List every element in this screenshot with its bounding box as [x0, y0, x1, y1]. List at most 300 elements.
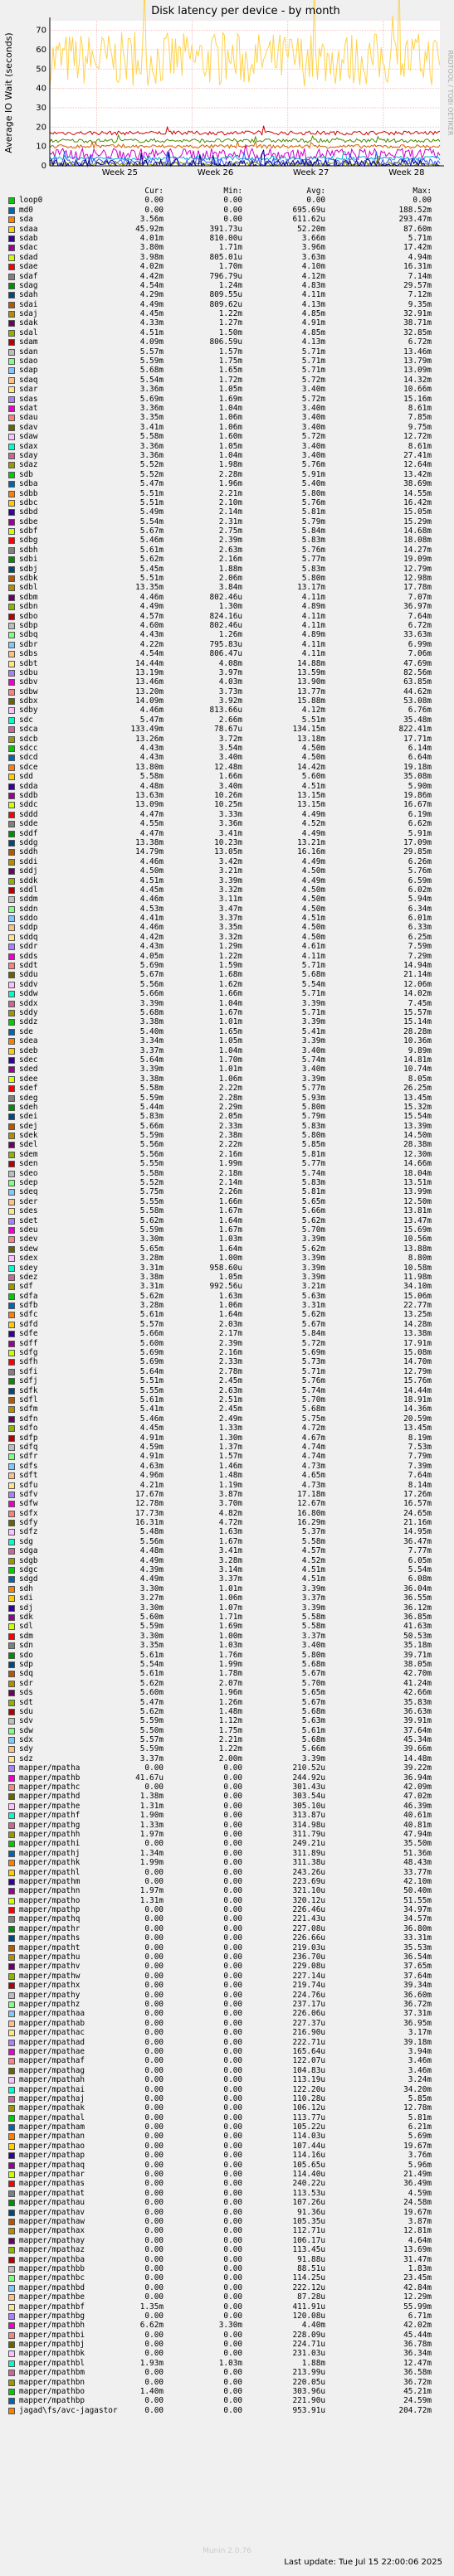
legend-row — [8, 366, 448, 375]
legend-row — [8, 1187, 448, 1196]
legend-swatch — [8, 1293, 15, 1300]
legend-min-value: 2.03m — [218, 1319, 242, 1329]
legend-cur-value: 4.29m — [139, 290, 164, 300]
legend-min-value: 1.64m — [218, 1310, 242, 1320]
legend-cur-value: 4.46m — [139, 895, 164, 905]
legend-device-name: mapper/mpathbg — [19, 2311, 85, 2321]
legend-avg-value: 16.80m — [297, 1508, 325, 1518]
legend-swatch — [8, 405, 15, 412]
legend-row — [8, 281, 448, 290]
legend-device-name: sdau — [19, 413, 38, 423]
legend-device-name: sdei — [19, 1112, 38, 1122]
legend-row — [8, 574, 448, 583]
legend-device-name: sdfb — [19, 1301, 38, 1311]
legend-max-value: 36.58m — [403, 2368, 432, 2378]
legend-row — [8, 895, 448, 904]
legend-row — [8, 1763, 448, 1773]
legend-row — [8, 196, 448, 205]
legend-device-name: sdcd — [19, 753, 38, 763]
legend-cur-value: 5.50m — [139, 1725, 164, 1735]
legend-avg-value: 4.50m — [301, 895, 325, 905]
legend-max-value: 10.56m — [403, 1235, 432, 1244]
legend-row — [8, 744, 448, 753]
legend-row — [8, 1849, 448, 1858]
legend-max-value: 7.79m — [408, 1452, 432, 1462]
legend-swatch — [8, 2313, 15, 2320]
legend-cur-value: 5.62m — [139, 1706, 164, 1716]
legend-min-value: 2.28m — [218, 1093, 242, 1103]
legend-min-value: 12.48m — [214, 762, 242, 772]
legend-min-value: 1.04m — [218, 1045, 242, 1055]
legend-max-value: 3.87m — [408, 2216, 432, 2226]
legend-max-value: 41.24m — [403, 1678, 432, 1688]
legend-max-value: 16.31m — [403, 262, 432, 272]
legend-cur-value: 0.00 — [144, 1867, 164, 1877]
legend-avg-value: 5.68m — [301, 1404, 325, 1414]
legend-max-value: 6.72m — [408, 337, 432, 347]
legend-min-value: 2.75m — [218, 526, 242, 536]
legend-swatch — [8, 415, 15, 421]
legend-device-name: loop0 — [19, 196, 43, 206]
legend-max-value: 36.47m — [403, 1536, 432, 1546]
legend-device-name: mapper/mpathu — [19, 1953, 81, 1962]
legend-device-name: sdfz — [19, 1527, 38, 1537]
legend-swatch — [8, 754, 15, 761]
last-update: Last update: Tue Jul 15 22:00:06 2025 — [284, 2558, 442, 2567]
legend-max-value: 12.79m — [403, 564, 432, 574]
legend-max-value: 14.44m — [403, 1385, 432, 1395]
legend-min-value: 2.29m — [218, 1102, 242, 1112]
legend-row — [8, 1367, 448, 1376]
legend-max-value: 13.46m — [403, 347, 432, 357]
legend-max-value: 47.94m — [403, 1829, 432, 1839]
legend-row — [8, 2245, 448, 2254]
legend-row — [8, 1622, 448, 1631]
legend-cur-value: 4.43m — [139, 744, 164, 754]
legend-row — [8, 866, 448, 876]
legend-device-name: sdbd — [19, 507, 38, 517]
legend-row — [8, 706, 448, 715]
legend-cur-value: 5.58m — [139, 1168, 164, 1178]
legend-max-value: 36.54m — [403, 1953, 432, 1962]
legend-swatch — [8, 2266, 15, 2273]
legend-min-value: 1.01m — [218, 1017, 242, 1027]
x-tick-label: Week 28 — [388, 168, 425, 177]
legend-swatch — [8, 1737, 15, 1744]
legend-avg-value: 5.83m — [301, 1121, 325, 1131]
legend-device-name: sddb — [19, 791, 38, 800]
legend-swatch — [8, 1001, 15, 1007]
legend-swatch — [8, 2162, 15, 2169]
legend-cur-value: 5.51m — [139, 1376, 164, 1386]
legend-swatch — [8, 547, 15, 554]
legend-min-value: 2.45m — [218, 1376, 242, 1386]
legend-min-value: 2.49m — [218, 1414, 242, 1424]
legend-min-value: 3.32m — [218, 932, 242, 942]
legend-max-value: 28.38m — [403, 1140, 432, 1150]
legend-avg-value: 411.91u — [292, 2302, 325, 2312]
legend-cur-value: 5.57m — [139, 1735, 164, 1745]
legend-avg-value: 221.43u — [292, 1914, 325, 1924]
legend-swatch — [8, 1681, 15, 1687]
legend-min-value: 809.55u — [209, 290, 242, 300]
legend-max-value: 1.83m — [408, 2263, 432, 2273]
legend-min-value: 3.42m — [218, 856, 242, 866]
legend-min-value: 3.92m — [218, 696, 242, 706]
legend-row — [8, 1830, 448, 1839]
legend-avg-value: 5.74m — [301, 1168, 325, 1178]
legend-min-value: 1.68m — [218, 970, 242, 980]
legend-cur-value: 0.00 — [144, 2084, 164, 2094]
legend-swatch — [8, 1700, 15, 1706]
rrdtool-side-label: RRDTOOL / TOBI OETIKER — [447, 50, 454, 136]
legend — [8, 187, 448, 2415]
legend-swatch — [8, 1898, 15, 1904]
legend-device-name: sdao — [19, 357, 38, 366]
legend-device-name: mapper/mpathab — [19, 2018, 85, 2028]
legend-max-value: 19.86m — [403, 791, 432, 800]
legend-header-max: Max: — [413, 187, 432, 196]
legend-device-name: sddi — [19, 856, 38, 866]
legend-max-value: 9.35m — [408, 299, 432, 309]
legend-min-value: 1.66m — [218, 772, 242, 782]
legend-avg-value: 5.77m — [301, 1084, 325, 1094]
legend-swatch — [8, 320, 15, 327]
legend-max-value: 14.66m — [403, 1159, 432, 1169]
legend-cur-value: 4.59m — [139, 1442, 164, 1452]
legend-min-value: 1.59m — [218, 961, 242, 971]
legend-cur-value: 5.61m — [139, 1669, 164, 1679]
legend-swatch — [8, 2133, 15, 2140]
legend-row — [8, 942, 448, 951]
legend-device-name: sdfc — [19, 1310, 38, 1320]
legend-device-name: sdff — [19, 1338, 38, 1348]
legend-row — [8, 1877, 448, 1886]
legend-device-name: sdcb — [19, 734, 38, 744]
legend-max-value: 50.53m — [403, 1631, 432, 1641]
legend-max-value: 13.42m — [403, 469, 432, 479]
legend-cur-value: 0.00 — [144, 2216, 164, 2226]
legend-cur-value: 0.00 — [144, 2263, 164, 2273]
legend-cur-value: 5.47m — [139, 715, 164, 725]
legend-avg-value: 5.71m — [301, 347, 325, 357]
legend-cur-value: 0.00 — [144, 2179, 164, 2189]
legend-min-value: 4.08m — [218, 658, 242, 668]
legend-cur-value: 3.98m — [139, 252, 164, 262]
legend-avg-value: 305.10u — [292, 1801, 325, 1811]
legend-device-name: sdar — [19, 385, 38, 395]
legend-swatch — [8, 197, 15, 204]
legend-device-name: sdbn — [19, 602, 38, 612]
legend-cur-value: 4.42m — [139, 932, 164, 942]
legend-swatch — [8, 1935, 15, 1942]
legend-swatch — [8, 1113, 15, 1120]
legend-min-value: 4.72m — [218, 1518, 242, 1528]
legend-max-value: 6.64m — [408, 753, 432, 763]
legend-min-value: 3.73m — [218, 686, 242, 696]
legend-cur-value: 5.64m — [139, 1055, 164, 1065]
legend-device-name: mapper/mpatho — [19, 1895, 81, 1905]
legend-avg-value: 3.40m — [301, 441, 325, 451]
legend-max-value: 12.81m — [403, 2226, 432, 2236]
legend-max-value: 35.08m — [403, 772, 432, 782]
legend-avg-value: 52.20m — [297, 224, 325, 234]
legend-row — [8, 2273, 448, 2283]
legend-cur-value: 0.00 — [144, 1953, 164, 1962]
legend-min-value: 1.01m — [218, 1584, 242, 1594]
legend-swatch — [8, 1341, 15, 1347]
legend-row — [8, 1735, 448, 1744]
legend-min-value: 1.96m — [218, 1688, 242, 1698]
legend-min-value: 1.01m — [218, 1065, 242, 1075]
legend-max-value: 18.04m — [403, 1168, 432, 1178]
legend-avg-value: 4.49m — [301, 809, 325, 819]
legend-min-value: 2.22m — [218, 1140, 242, 1150]
legend-max-value: 5.90m — [408, 781, 432, 791]
legend-swatch — [8, 1718, 15, 1725]
legend-avg-value: 5.83m — [301, 564, 325, 574]
legend-device-name: sdba — [19, 479, 38, 489]
legend-device-name: sden — [19, 1159, 38, 1169]
legend-device-name: mapper/mpathbk — [19, 2349, 85, 2359]
legend-max-value: 35.50m — [403, 1839, 432, 1849]
legend-device-name: sddu — [19, 970, 38, 980]
legend-min-value: 0.00 — [223, 2000, 242, 2009]
legend-avg-value: 14.42m — [297, 762, 325, 772]
legend-avg-value: 4.10m — [301, 262, 325, 272]
legend-cur-value: 5.66m — [139, 1121, 164, 1131]
legend-cur-value: 4.63m — [139, 1461, 164, 1471]
legend-cur-value: 3.37m — [139, 1754, 164, 1763]
legend-min-value: 809.62u — [209, 299, 242, 309]
legend-device-name: sdfs — [19, 1461, 38, 1471]
legend-row — [8, 1481, 448, 1490]
legend-min-value: 3.47m — [218, 904, 242, 914]
legend-row — [8, 668, 448, 677]
legend-cur-value: 5.59m — [139, 1716, 164, 1726]
legend-max-value: 20.59m — [403, 1414, 432, 1424]
legend-row — [8, 357, 448, 366]
legend-row — [8, 753, 448, 762]
legend-avg-value: 3.39m — [301, 1754, 325, 1763]
legend-min-value: 2.31m — [218, 517, 242, 526]
legend-max-value: 28.28m — [403, 1026, 432, 1036]
legend-device-name: mapper/mpathas — [19, 2179, 85, 2189]
legend-avg-value: 5.72m — [301, 394, 325, 404]
legend-swatch — [8, 1492, 15, 1498]
legend-min-value: 0.00 — [223, 2009, 242, 2019]
legend-avg-value: 87.28u — [297, 2292, 325, 2302]
legend-avg-value: 13.77m — [297, 686, 325, 696]
legend-max-value: 35.53m — [403, 1943, 432, 1953]
legend-min-value: 1.62m — [218, 979, 242, 989]
legend-device-name: sdaw — [19, 432, 38, 442]
legend-device-name: sdgd — [19, 1574, 38, 1584]
legend-min-value: 1.30m — [218, 1433, 242, 1443]
legend-min-value: 1.04m — [218, 403, 242, 413]
legend-device-name: sdel — [19, 1140, 38, 1150]
legend-max-value: 16.57m — [403, 1499, 432, 1509]
legend-device-name: sdae — [19, 262, 38, 272]
legend-swatch — [8, 1133, 15, 1139]
legend-max-value: 7.85m — [408, 413, 432, 423]
legend-row — [8, 1301, 448, 1310]
legend-swatch — [8, 207, 15, 214]
legend-avg-value: 224.76u — [292, 1990, 325, 2000]
legend-device-name: mapper/mpathn — [19, 1886, 81, 1896]
legend-avg-value: 4.13m — [301, 299, 325, 309]
legend-min-value: 0.00 — [223, 2330, 242, 2340]
legend-avg-value: 321.10u — [292, 1886, 325, 1896]
legend-cur-value: 5.47m — [139, 1697, 164, 1707]
legend-device-name: mapper/mpathf — [19, 1811, 81, 1821]
legend-cur-value: 0.00 — [144, 2188, 164, 2198]
legend-row — [8, 1924, 448, 1933]
legend-device-name: mapper/mpathba — [19, 2254, 85, 2264]
legend-device-name: sdfv — [19, 1489, 38, 1499]
legend-row — [8, 1972, 448, 1981]
legend-min-value: 0.00 — [223, 1943, 242, 1953]
legend-min-value: 1.22m — [218, 1744, 242, 1754]
legend-avg-value: 114.16u — [292, 2151, 325, 2161]
legend-header-avg: Avg: — [306, 187, 325, 196]
legend-row — [8, 1178, 448, 1187]
legend-device-name: sddk — [19, 876, 38, 885]
legend-avg-value: 4.11m — [301, 592, 325, 602]
legend-swatch — [8, 1331, 15, 1337]
legend-max-value: 5.71m — [408, 233, 432, 243]
legend-row — [8, 2132, 448, 2141]
legend-row — [8, 1471, 448, 1480]
legend-cur-value: 3.35m — [139, 413, 164, 423]
legend-cur-value: 5.83m — [139, 1112, 164, 1122]
legend-swatch — [8, 1963, 15, 1970]
legend-swatch — [8, 2247, 15, 2253]
legend-row — [8, 1858, 448, 1867]
legend-device-name: sdas — [19, 394, 38, 404]
legend-device-name: sdak — [19, 318, 38, 328]
legend-device-name: sdal — [19, 327, 38, 337]
legend-max-value: 6.76m — [408, 706, 432, 716]
legend-min-value: 1.03m — [218, 1235, 242, 1244]
legend-swatch — [8, 764, 15, 771]
legend-device-name: mapper/mpathbh — [19, 2321, 85, 2331]
legend-device-name: sdfm — [19, 1404, 38, 1414]
legend-swatch — [8, 1189, 15, 1196]
legend-swatch — [8, 2380, 15, 2386]
legend-row — [8, 1414, 448, 1424]
legend-row — [8, 1055, 448, 1065]
legend-row — [8, 1868, 448, 1877]
legend-device-name: sdbj — [19, 564, 38, 574]
legend-avg-value: 229.08u — [292, 1962, 325, 1972]
legend-cur-value: 5.56m — [139, 979, 164, 989]
legend-avg-value: 695.69u — [292, 205, 325, 215]
legend-device-name: sdem — [19, 1149, 38, 1159]
legend-device-name: sdfr — [19, 1452, 38, 1462]
legend-avg-value: 3.40m — [301, 422, 325, 432]
legend-min-value: 2.22m — [218, 1084, 242, 1094]
legend-min-value: 2.39m — [218, 1338, 242, 1348]
legend-avg-value: 227.14u — [292, 1971, 325, 1981]
legend-row — [8, 1905, 448, 1914]
legend-swatch — [8, 1104, 15, 1111]
legend-cur-value: 5.61m — [139, 545, 164, 555]
legend-avg-value: 4.11m — [301, 639, 325, 649]
legend-device-name: sdex — [19, 1254, 38, 1264]
legend-avg-value: 5.63m — [301, 1291, 325, 1301]
legend-row — [8, 980, 448, 989]
legend-min-value: 13.05m — [214, 847, 242, 857]
legend-swatch — [8, 386, 15, 393]
legend-device-name: sdbb — [19, 488, 38, 498]
legend-device-name: sddz — [19, 1017, 38, 1027]
legend-cur-value: 4.46m — [139, 923, 164, 933]
legend-max-value: 23.45m — [403, 2273, 432, 2283]
legend-min-value: 1.04m — [218, 998, 242, 1008]
legend-avg-value: 16.16m — [297, 847, 325, 857]
legend-row — [8, 460, 448, 469]
legend-device-name: sdej — [19, 1121, 38, 1131]
legend-device-name: sdbo — [19, 611, 38, 621]
legend-row — [8, 1594, 448, 1603]
legend-cur-value: 0.00 — [144, 2113, 164, 2122]
legend-swatch — [8, 264, 15, 270]
legend-swatch — [8, 2096, 15, 2103]
legend-swatch — [8, 491, 15, 497]
legend-max-value: 8.80m — [408, 1254, 432, 1264]
legend-avg-value: 5.83m — [301, 536, 325, 546]
legend-swatch — [8, 453, 15, 459]
legend-avg-value: 4.85m — [301, 309, 325, 319]
legend-device-name: sdat — [19, 403, 38, 413]
legend-avg-value: 222.71u — [292, 2037, 325, 2047]
legend-device-name: sdeb — [19, 1045, 38, 1055]
legend-swatch — [8, 1851, 15, 1857]
legend-device-name: sdbs — [19, 649, 38, 659]
legend-row — [8, 1651, 448, 1660]
legend-row — [8, 2151, 448, 2160]
legend-swatch — [8, 1671, 15, 1677]
legend-max-value: 5.76m — [408, 866, 432, 876]
legend-max-value: 34.10m — [403, 1282, 432, 1292]
legend-min-value: 0.00 — [223, 2311, 242, 2321]
legend-row — [8, 385, 448, 394]
legend-device-name: sdeh — [19, 1102, 38, 1112]
legend-row — [8, 2198, 448, 2207]
legend-min-value: 0.00 — [223, 2122, 242, 2132]
legend-min-value: 0.00 — [223, 1953, 242, 1962]
legend-max-value: 12.64m — [403, 460, 432, 470]
legend-avg-value: 5.76m — [301, 1376, 325, 1386]
legend-row — [8, 1329, 448, 1338]
legend-device-name: sdbv — [19, 677, 38, 687]
legend-avg-value: 4.50m — [301, 753, 325, 763]
legend-cur-value: 5.59m — [139, 1225, 164, 1235]
legend-min-value: 1.12m — [218, 1716, 242, 1726]
legend-min-value: 1.26m — [218, 630, 242, 640]
legend-row — [8, 337, 448, 347]
legend-device-name: sdfn — [19, 1414, 38, 1424]
legend-min-value: 0.00 — [223, 2046, 242, 2056]
legend-swatch — [8, 774, 15, 780]
legend-avg-value: 4.91m — [301, 318, 325, 328]
legend-swatch — [8, 783, 15, 790]
legend-cur-value: 5.56m — [139, 1140, 164, 1150]
legend-swatch — [8, 396, 15, 403]
legend-max-value: 7.12m — [408, 290, 432, 300]
legend-avg-value: 3.39m — [301, 1036, 325, 1046]
